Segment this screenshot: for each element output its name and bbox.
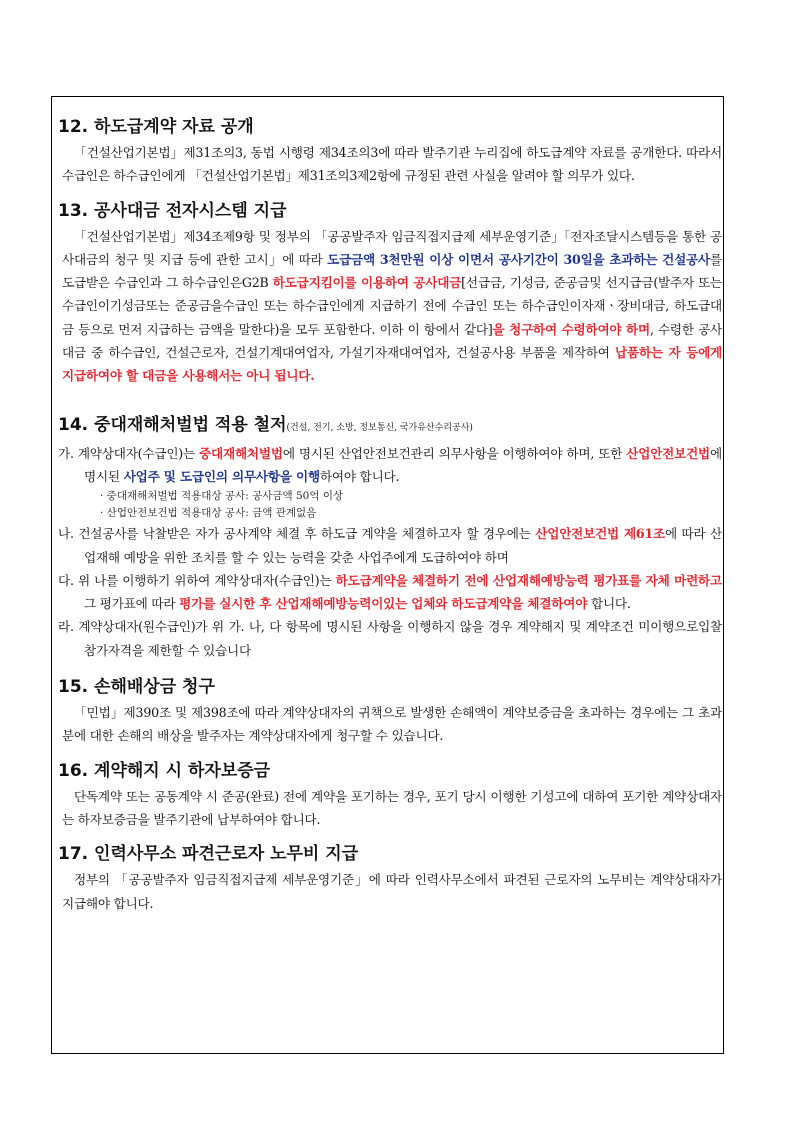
section-14-bullet-2: · 산업안전보건법 적용대상 공사: 금액 관계없음 [100,507,317,520]
section-14-item-na: 나. 건설공사를 낙찰받은 자가 공사계약 체결 후 하도급 계약을 체결하고자 할 경우에는 산업안전보건법 제61조에 따라 산업재해 예방을 위한 조치를 할 수 있는 능력을 갖춘 사업주에게 도급하여야 하며 [58,526,723,565]
document-body [58,116,722,915]
section-17-title: 17. 인력사무소 파견근로자 노무비 지급 [58,844,359,865]
section-14-item-da: 다. 위 나를 이행하기 위하여 계약상대자(수급인)는 하도급계약을 체결하기 전에 산업재해예방능력 평가표를 자체 마련하고 그 평가표에 따라 평가를 실시한 후 산업재해예방능력이있는 업체와 하도급계약을 체결하여야 합니다. [58,572,722,612]
section-16-body: 단독계약 또는 공동계약 시 준공(완료) 전에 계약을 포기하는 경우, 포기 당시 이행한 기성고에 대하여 포기한 계약상대자는 하자보증금을 발주기관에 납부하여야 합니다. [62,788,722,827]
section-12-body: 「건설산업기본법」제31조의3, 동법 시행령 제34조의3에 따라 발주기관 누리집에 하도급계약 자료를 공개한다. 따라서 수급인은 하수급인에게 「건설산업기본법」제31조의3제2항에 규정된 관련 사실을 알려야 할 의무가 있다. [62,145,722,184]
section-15-body: 「민법」제390조 및 제398조에 따라 계약상대자의 귀책으로 발생한 손해액이 계약보증금을 초과하는 경우에는 그 초과분에 대한 손해의 배상을 발주자는 계약상대자에게 청구할 수 있습니다. [62,705,722,744]
section-14-item-ga: 가. 계약상대자(수급인)는 중대재해처벌법에 명시된 산업안전보건관리 의무사항을 이행하여야 하며, 또한 산업안전보건법에 명시된 사업주 및 도급인의 의무사항을 이행하여야 합니다. [58,445,722,484]
section-13-title: 13. 공사대금 전자시스템 지급 [58,200,287,221]
section-15-title: 15. 손해배상금 청구 [58,677,215,698]
section-14-title: 14. 중대재해처벌법 적용 철저(건설, 전기, 소방, 정보통신, 국가유산수리공사) [58,414,473,435]
section-12-title: 12. 하도급계약 자료 공개 [58,117,254,137]
section-16-title: 16. 계약해지 시 하자보증금 [58,760,271,781]
section-14-item-ra: 라. 계약상대자(원수급인)가 위 가. 나, 다 항목에 명시된 사항을 이행하지 않을 경우 계약해지 및 계약조건 미이행으로입찰참가자격을 제한할 수 있습니다 [58,619,722,658]
section-13-body: 「건설산업기본법」제34조제9항 및 정부의 「공공발주자 임금직접지급제 세부운영기준」「전자조달시스템등을 통한 공사대금의 청구 및 지급 등에 관한 고시」에 따라 도급금액 3천만원 이상 이면서 공사기간이 30일을 초과하는 건설공사를 도급받은 수급인과 그 하수급인은G2B 하도급지킴이를 이용하여 공사대금[선급금, 기성금, 준공금및 선지급금(발주자 또는 수급인이기성금또는 준공금을수급인 또는 하수급인에게 지급하기 전에 수급인 또는 하수급인이자재ㆍ장비대금, 하도급대금 등으로 먼저 지급하는 금액을 말한다)을 모두 포함한다. 이하 이 항에서 같다]을 청구하여 수령하여야 하며, 수령한 공사대금 중 하수급인, 건설근로자, 건설기계대여업자, 가설기자재대여업자, 건설공사용 부품을 제작하여 납품하는 자 등에게 지급하여야 할 대금을 사용해서는 아니 됩니다. [62,228,723,384]
section-14-title-note: (건설, 전기, 소방, 정보통신, 국가유산수리공사) [286,422,473,433]
section-17-body: 정부의 「공공발주자 임금직접지급제 세부운영기준」에 따라 인력사무소에서 파견된 근로자의 노무비는 계약상대자가 지급해야 합니다. [62,872,722,911]
section-14-bullet-1: · 중대재해처벌법 적용대상 공사: 공사금액 50억 이상 [100,490,344,503]
